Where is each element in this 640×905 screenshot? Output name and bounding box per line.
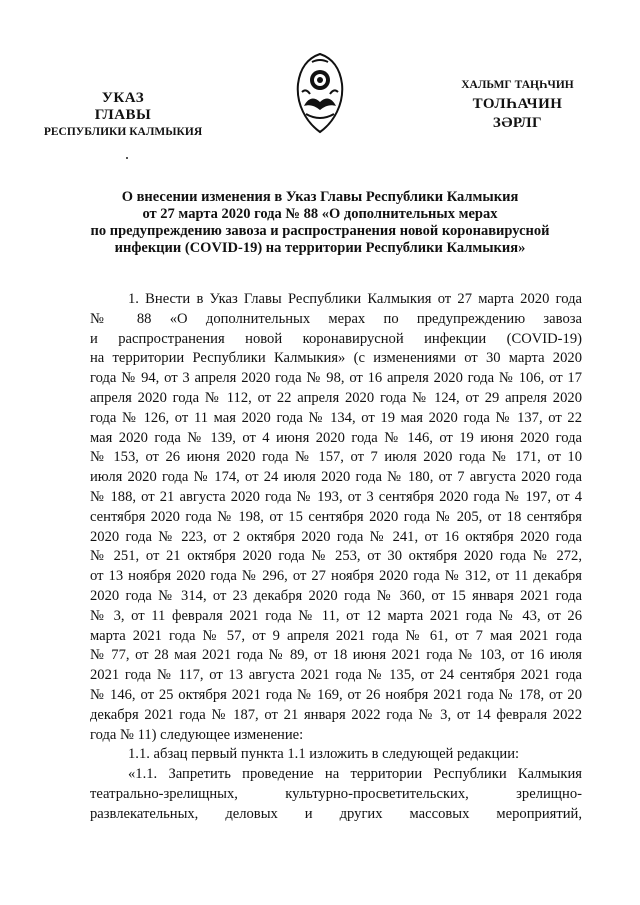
- body-line: 2020 года № 223, от 2 октября 2020 года № 241, от 16 октября 2020 года: [90, 528, 582, 545]
- body-line: года № 94, от 3 апреля 2020 года № 98, от 16 апреля 2020 года № 106, от 17: [90, 370, 582, 387]
- scan-speck: [126, 157, 128, 159]
- body-line: 2021 года № 117, от 13 августа 2021 года № 135, от 24 сентября 2021 года: [90, 667, 582, 684]
- body-line: года № 126, от 11 мая 2020 года № 134, от 19 мая 2020 года № 137, от 22: [90, 409, 582, 426]
- body-line: и распространения новой коронавирусной инфекции (COVID-19): [90, 330, 582, 347]
- body-line: от 13 ноября 2020 года № 296, от 27 ноября 2020 года № 312, от 11 декабря: [90, 568, 582, 585]
- body-line: № 77, от 28 мая 2021 года № 89, от 18 июня 2021 года № 103, от 16 июля: [90, 647, 582, 664]
- body-line: № 153, от 26 июня 2020 года № 157, от 7 июля 2020 года № 171, от 10: [90, 449, 582, 466]
- header-right-line-1: ХАЛЬМГ ТАҢҺЧИН: [461, 79, 574, 91]
- body-line: № 3, от 11 февраля 2021 года № 11, от 12 марта 2021 года № 43, от 26: [90, 607, 582, 624]
- body-line: № 188, от 21 августа 2020 года № 193, от 3 сентября 2020 года № 197, от 4: [90, 488, 582, 505]
- body-line: сентября 2020 года № 198, от 15 сентября 2020 года № 205, от 18 сентября: [90, 508, 582, 525]
- body-line: мая 2020 года № 139, от 4 июня 2020 года № 146, от 19 июня 2020 года: [90, 429, 582, 446]
- body-line: 1.1. абзац первый пункта 1.1 изложить в следующей редакции:: [128, 746, 520, 763]
- body-line: года № 11) следующее изменение:: [90, 726, 304, 743]
- document-body: [90, 290, 582, 825]
- body-line: июля 2020 года № 174, от 24 июля 2020 года № 180, от 7 августа 2020 года: [90, 469, 582, 486]
- header-right-line-2: ТОЛҺАЧИН: [472, 96, 563, 112]
- body-line: № 88 «О дополнительных мерах по предупреждению завоза: [90, 310, 582, 327]
- body-line: № 251, от 21 октября 2020 года № 253, от 30 октября 2020 года № 272,: [90, 548, 582, 565]
- header-right: [430, 76, 605, 133]
- coat-of-arms-icon: [290, 48, 350, 138]
- header-right-line-3: ЗӘРЛГ: [492, 115, 543, 131]
- title-line: О внесении изменения в Указ Главы Республики Калмыкия: [121, 189, 519, 205]
- body-line: № 146, от 25 октября 2021 года № 169, от 26 ноября 2021 года № 178, от 20: [90, 686, 582, 703]
- body-line: театрально-зрелищных, культурно-просветительских, зрелищно-: [90, 785, 582, 802]
- title-line: от 27 марта 2020 года № 88 «О дополнительных мерах: [142, 206, 498, 222]
- header-left: [18, 90, 228, 141]
- body-line: развлекательных, деловых и других массовых мероприятий,: [90, 805, 582, 822]
- body-line: марта 2021 года № 57, от 9 апреля 2021 года № 61, от 7 мая 2021 года: [90, 627, 582, 644]
- body-line: декабря 2021 года № 187, от 21 января 2022 года № 3, от 14 февраля 2022: [90, 706, 582, 723]
- title-line: инфекции (COVID-19) на территории Республики Калмыкия»: [114, 240, 526, 256]
- header-left-line-2: ГЛАВЫ: [94, 107, 152, 123]
- body-line: апреля 2020 года № 112, от 22 апреля 2020 года № 124, от 29 апреля 2020: [90, 389, 582, 406]
- body-line: «1.1. Запретить проведение на территории Республики Калмыкия: [128, 766, 582, 783]
- document-title: [60, 189, 580, 257]
- body-line: 1. Внести в Указ Главы Республики Калмыкия от 27 марта 2020 года: [128, 291, 582, 307]
- title-line: по предупреждению завоза и распространения новой коронавирусной: [90, 223, 550, 239]
- header-left-line-3: РЕСПУБЛИКИ КАЛМЫКИЯ: [43, 126, 203, 138]
- body-line: 2020 года № 314, от 23 декабря 2020 года № 360, от 15 января 2021 года: [90, 587, 582, 604]
- header-left-line-1: УКАЗ: [101, 90, 145, 106]
- body-line: на территории Республики Калмыкия» (с изменениями от 30 марта 2020: [90, 350, 582, 367]
